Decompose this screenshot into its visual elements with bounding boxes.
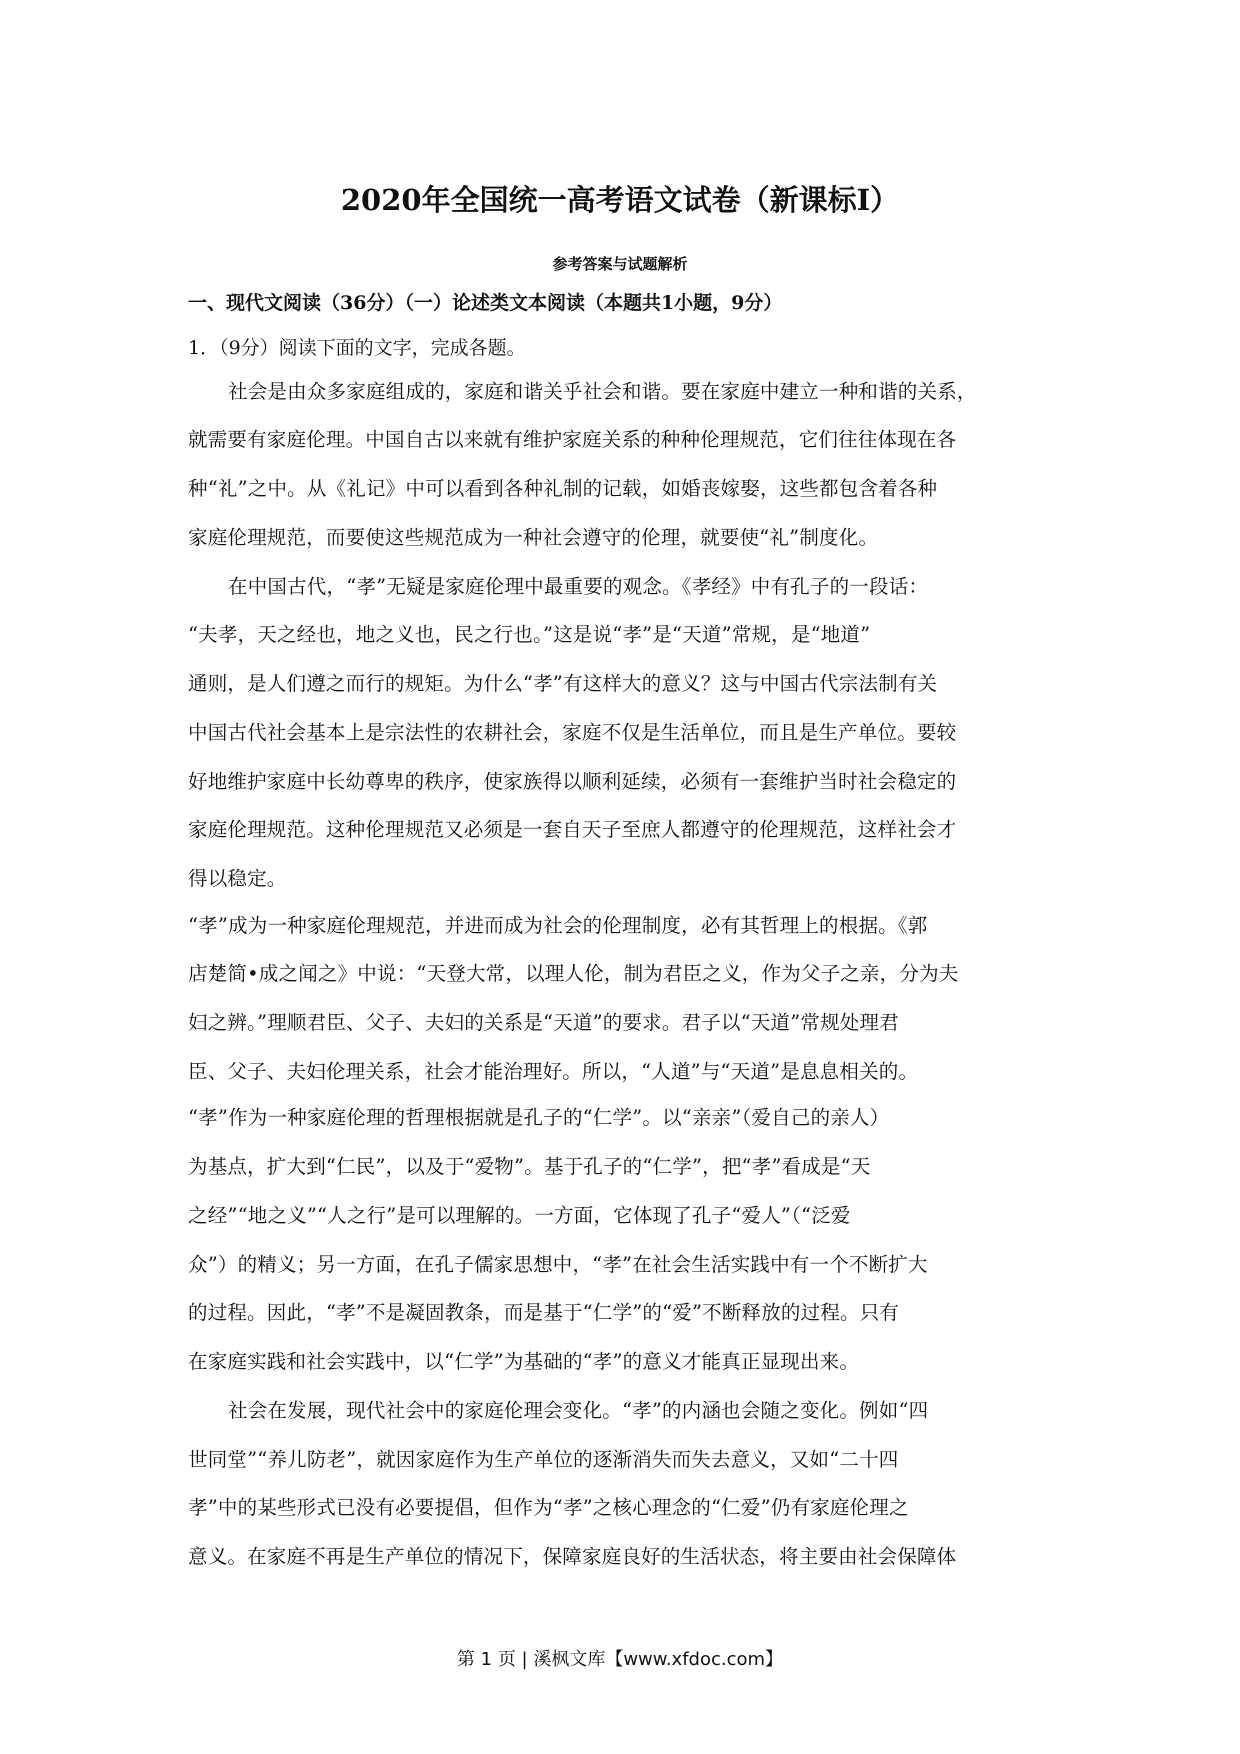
text-line: 妇之辨。”理顺君臣、父子、夫妇的关系是“天道”的要求。君子以“天道”常规处理君 (188, 1011, 899, 1034)
text-line: 家庭伦理规范。这种伦理规范又必须是一套自天子至庶人都遵守的伦理规范，这样社会才 (188, 818, 957, 841)
text-line: 世同堂”“养儿防老”，就因家庭作为生产单位的逐渐消失而失去意义，又如“二十四 (188, 1448, 899, 1471)
text-line: 得以稳定。 (188, 867, 287, 890)
text-line: “夫孝，天之经也，地之义也，民之行也。”这是说“孝”是“天道”常规，是“地道” (188, 623, 871, 646)
text-line: 孝”中的某些形式已没有必要提倡，但作为“孝”之核心理念的“仁爱”仍有家庭伦理之 (188, 1496, 909, 1519)
text-line: 种“礼”之中。从《礼记》中可以看到各种礼制的记载，如婚丧嫁娶，这些都包含着各种 (188, 477, 938, 500)
text-line: 的过程。因此，“孝”不是凝固教条，而是基于“仁学”的“爱”不断释放的过程。只有 (188, 1301, 900, 1324)
page-title: 2020年全国统一高考语文试卷（新课标Ⅰ） (340, 183, 900, 217)
section-heading: 一、现代文阅读（36分）（一）论述类文本阅读（本题共1小题，9分） (188, 292, 783, 314)
text-line: 中国古代社会基本上是宗法性的农耕社会，家庭不仅是生活单位，而且是生产单位。要较 (188, 721, 957, 744)
text-line: 社会在发展，现代社会中的家庭伦理会变化。“孝”的内涵也会随之变化。例如“四 (228, 1399, 929, 1422)
text-line: 家庭伦理规范，而要使这些规范成为一种社会遵守的伦理，就要使“礼”制度化。 (188, 526, 879, 549)
text-line: “孝”作为一种家庭伦理的哲理根据就是孔子的“仁学”。以“亲亲”（爱自己的亲人） (188, 1106, 890, 1129)
page-footer: 第 1 页 | 溪枫文库【www.xfdoc.com】 (456, 1649, 784, 1670)
text-line: 就需要有家庭伦理。中国自古以来就有维护家庭关系的种种伦理规范，它们往往体现在各 (188, 428, 957, 451)
text-line: 好地维护家庭中长幼尊卑的秩序，使家族得以顺利延续，必须有一套维护当时社会稳定的 (188, 770, 957, 793)
text-line: 社会是由众多家庭组成的，家庭和谐关乎社会和谐。要在家庭中建立一种和谐的关系， (228, 380, 977, 403)
page-subtitle: 参考答案与试题解析 (552, 255, 688, 273)
text-line: “孝”成为一种家庭伦理规范，并进而成为社会的伦理制度，必有其哲理上的根据。《郭 (188, 914, 928, 937)
text-line: 通则，是人们遵之而行的规矩。为什么“孝”有这样大的意义？这与中国古代宗法制有关 (188, 672, 938, 695)
text-line: 为基点，扩大到“仁民”，以及于“爱物”。基于孔子的“仁学”，把“孝”看成是“天 (188, 1155, 871, 1178)
text-line: 之经”“地之义”“人之行”是可以理解的。一方面，它体现了孔子“爱人”（“泛爱 (188, 1204, 851, 1227)
text-line: 在家庭实践和社会实践中，以“仁学”为基础的“孝”的意义才能真正显现出来。 (188, 1350, 860, 1373)
text-line: 臣、父子、夫妇伦理关系，社会才能治理好。所以，“人道”与“天道”是息息相关的。 (188, 1060, 919, 1083)
text-line: 店楚简•成之闻之》中说：“天登大常，以理人伦，制为君臣之义，作为父子之亲，分为夫 (188, 962, 959, 985)
text-line: 众”）的精义；另一方面，在孔子儒家思想中，“孝”在社会生活实践中有一个不断扩大 (188, 1253, 928, 1276)
question-intro: 1．（9分）阅读下面的文字，完成各题。 (188, 337, 526, 359)
text-line: 意义。在家庭不再是生产单位的情况下，保障家庭良好的生活状态，将主要由社会保障体 (188, 1545, 957, 1568)
text-line: 在中国古代，“孝”无疑是家庭伦理中最重要的观念。《孝经》中有孔子的一段话： (228, 575, 929, 598)
